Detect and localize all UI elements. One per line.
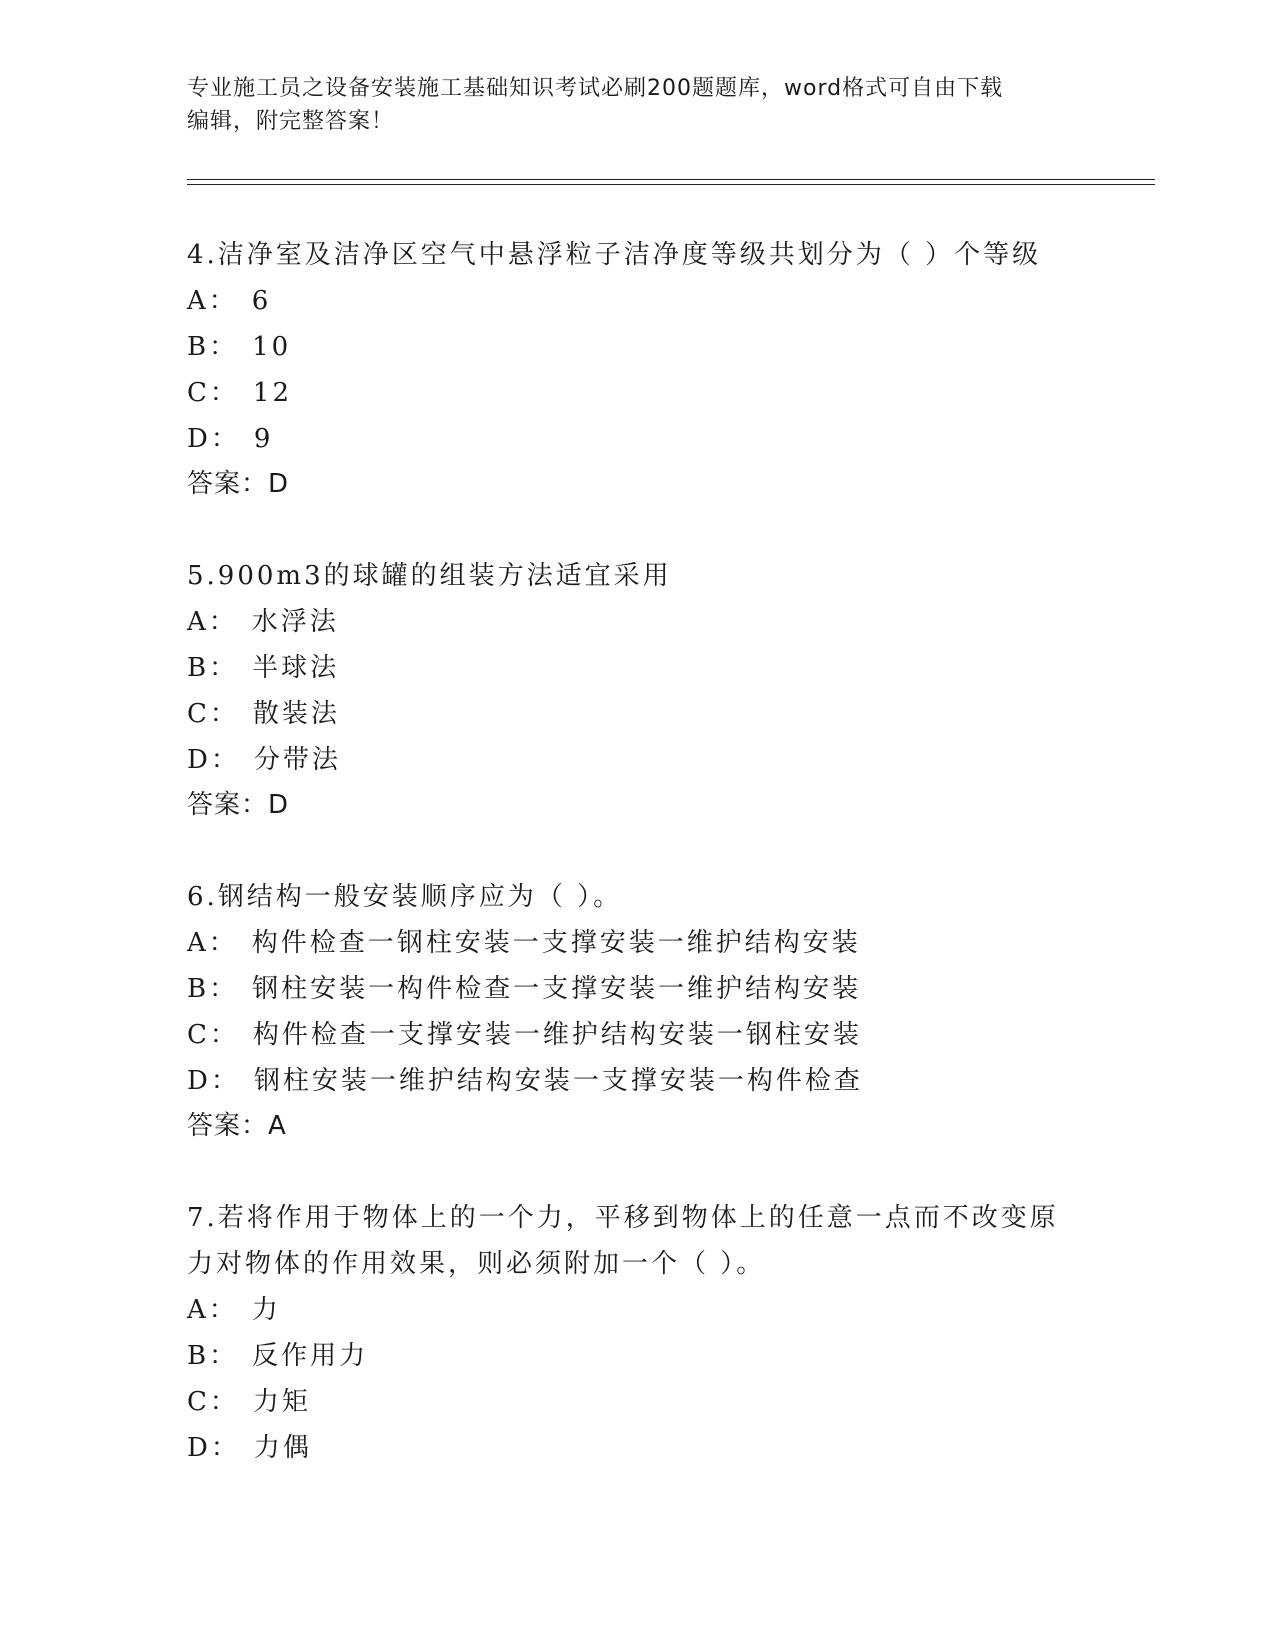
option-letter: D： — [187, 1066, 240, 1096]
option-text: 钢柱安装一构件检查一支撑安装一维护结构安装 — [252, 974, 862, 1004]
question-6 — [187, 874, 1087, 1148]
option-letter: A： — [187, 928, 238, 958]
question-stem-line-1: 7.若将作用于物体上的一个力，平移到物体上的任意一点而不改变原 — [187, 1203, 1059, 1233]
option-c — [187, 1012, 1087, 1058]
option-text: 钢柱安装一维护结构安装一支撑安装一构件检查 — [253, 1066, 863, 1096]
option-letter: D： — [187, 1433, 240, 1463]
option-d — [187, 416, 1087, 462]
option-text: 散装法 — [252, 699, 340, 729]
option-text: 水浮法 — [251, 607, 339, 637]
option-letter: D： — [187, 745, 240, 775]
option-text: 分带法 — [253, 745, 341, 775]
option-b — [187, 645, 1087, 691]
option-letter: C： — [187, 1020, 239, 1050]
option-text: 力 — [251, 1295, 281, 1325]
option-text: 力矩 — [252, 1387, 311, 1417]
option-text: 12 — [252, 378, 292, 408]
answer: 答案：D — [187, 469, 290, 499]
option-text: 力偶 — [253, 1433, 312, 1463]
option-d — [187, 1058, 1087, 1104]
question-5 — [187, 553, 1087, 827]
option-text: 半球法 — [252, 653, 340, 683]
answer: 答案：A — [187, 1111, 287, 1141]
option-c — [187, 691, 1087, 737]
option-letter: C： — [187, 378, 239, 408]
option-d — [187, 737, 1087, 783]
option-letter: B： — [187, 974, 239, 1004]
option-text: 10 — [252, 332, 292, 362]
option-letter: A： — [187, 607, 238, 637]
header-divider-top — [187, 179, 1155, 180]
option-b — [187, 324, 1087, 370]
option-a — [187, 278, 1087, 324]
header-line-2: 编辑，附完整答案！ — [187, 109, 395, 134]
option-letter: B： — [187, 653, 239, 683]
option-a — [187, 1287, 1087, 1333]
question-stem: 5.900m3的球罐的组装方法适宜采用 — [187, 561, 672, 591]
option-d — [187, 1425, 1087, 1471]
option-a — [187, 920, 1087, 966]
option-letter: B： — [187, 1341, 239, 1371]
option-c — [187, 370, 1087, 416]
option-text: 6 — [251, 286, 272, 316]
question-stem: 6.钢结构一般安装顺序应为（ ）。 — [187, 882, 623, 912]
answer: 答案：D — [187, 790, 290, 820]
option-a — [187, 599, 1087, 645]
header-line-1: 专业施工员之设备安装施工基础知识考试必刷200题题库，word格式可自由下载 — [187, 76, 1004, 101]
question-stem: 4.洁净室及洁净区空气中悬浮粒子洁净度等级共划分为（ ）个等级 — [187, 240, 1042, 270]
question-7 — [187, 1195, 1087, 1471]
document-header — [187, 72, 1087, 138]
option-letter: C： — [187, 699, 239, 729]
option-letter: A： — [187, 1295, 238, 1325]
option-text: 反作用力 — [252, 1341, 369, 1371]
option-text: 构件检查一支撑安装一维护结构安装一钢柱安装 — [252, 1020, 862, 1050]
option-text: 构件检查一钢柱安装一支撑安装一维护结构安装 — [251, 928, 861, 958]
option-letter: D： — [187, 424, 240, 454]
header-divider-bottom — [187, 184, 1155, 185]
option-b — [187, 966, 1087, 1012]
option-c — [187, 1379, 1087, 1425]
option-text: 9 — [253, 424, 274, 454]
option-letter: C： — [187, 1387, 239, 1417]
question-stem-line-2: 力对物体的作用效果，则必须附加一个（ ）。 — [187, 1249, 766, 1279]
option-letter: A： — [187, 286, 238, 316]
option-letter: B： — [187, 332, 239, 362]
option-b — [187, 1333, 1087, 1379]
question-4 — [187, 232, 1087, 506]
